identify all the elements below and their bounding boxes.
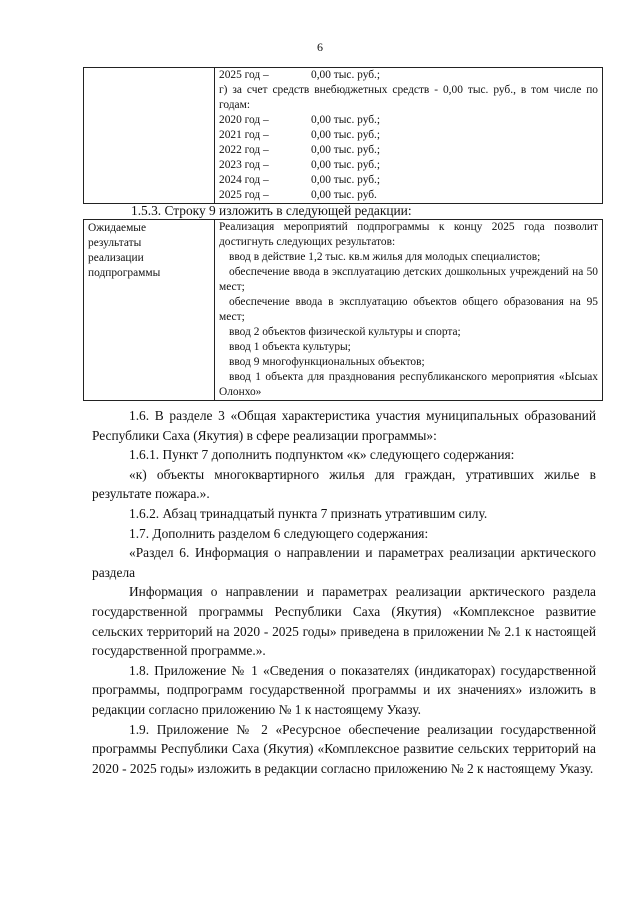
results-intro: Реализация мероприятий подпрограммы к концу 2025 года позволит достигнуть следующих результатов: (219, 221, 598, 248)
result-item: обеспечение ввода в эксплуатацию объектов общего образования на 95 мест; (219, 296, 598, 323)
paragraph-1-6: 1.6. В разделе 3 «Общая характеристика участия муниципальных образований Республики Саха (Якутия) в сфере реализации программы»: (92, 408, 596, 443)
result-item: ввод в действие 1,2 тыс. кв.м жилья для молодых специалистов; (229, 251, 541, 263)
table1-left-cell (84, 68, 215, 204)
expected-results-label: Ожидаемые результаты реализации подпрограммы (84, 220, 215, 401)
year-line: 2023 год – 0,00 тыс. руб.; (219, 159, 381, 171)
result-item: ввод 1 объекта культуры; (229, 341, 351, 353)
expected-results-table (83, 219, 603, 401)
year-line: 2022 год – 0,00 тыс. руб.; (219, 144, 381, 156)
expected-results-content (215, 220, 603, 401)
year-line: 2025 год – 0,00 тыс. руб. (219, 189, 377, 201)
document-body (92, 406, 596, 778)
result-item: ввод 9 многофункциональных объектов; (229, 356, 425, 368)
year-line: 2020 год – 0,00 тыс. руб.; (219, 114, 381, 126)
table1-right-cell (215, 68, 603, 204)
paragraph-section-6-title: «Раздел 6. Информация о направлении и параметрах реализации арктического раздела (92, 545, 596, 580)
paragraph-arctic-info: Информация о направлении и параметрах реализации арктического раздела государственной программы Республики Саха (Якутия) «Комплексное развитие сельских территорий на 2020 - 2025 годы» приведена в приложении № 2.1 к настоящей государственной программе.». (92, 584, 596, 659)
funding-table-continuation (83, 67, 603, 204)
paragraph-subpoint-k: «к) объекты многоквартирного жилья для граждан, утративших жилье в результате пожара.». (92, 466, 596, 502)
paragraph-1-9: 1.9. Приложение № 2 «Ресурсное обеспечение реализации государственной программы Республики Саха (Якутия) «Комплексное развитие сельских территорий на 2020 - 2025 годы» изложить в редакции согласно приложению № 2 к настоящему Указу. (92, 721, 596, 776)
result-item: ввод 1 объекта для празднования республиканского мероприятия «Ысыах Олонхо» (219, 371, 598, 398)
year-line: 2024 год – 0,00 тыс. руб.; (219, 174, 381, 186)
year-line: 2021 год – 0,00 тыс. руб.; (219, 129, 381, 141)
paragraph-1-7: 1.7. Дополнить разделом 6 следующего содержания: (129, 525, 429, 541)
extrabudgetary-text: г) за счет средств внебюджетных средств - 0,00 тыс. руб., в том числе по годам: (219, 84, 598, 111)
paragraph-1-6-1: 1.6.1. Пункт 7 дополнить подпунктом «к» следующего содержания: (129, 447, 515, 463)
year-line: 2025 год – 0,00 тыс. руб.; (219, 69, 381, 81)
paragraph-1-8: 1.8. Приложение № 1 «Сведения о показателях (индикаторах) государственной программы, подпрограмм государственной программы и их значениях» изложить в редакции согласно приложению № 1 к настоящему Указу. (92, 662, 596, 717)
result-item: ввод 2 объектов физической культуры и спорта; (229, 326, 461, 338)
result-item: обеспечение ввода в эксплуатацию детских дошкольных учреждений на 50 мест; (219, 266, 598, 293)
page-number: 6 (317, 40, 323, 54)
clause-1-5-3: 1.5.3. Строку 9 изложить в следующей редакции: (131, 203, 412, 218)
paragraph-1-6-2: 1.6.2. Абзац тринадцатый пункта 7 признать утратившим силу. (129, 505, 488, 521)
